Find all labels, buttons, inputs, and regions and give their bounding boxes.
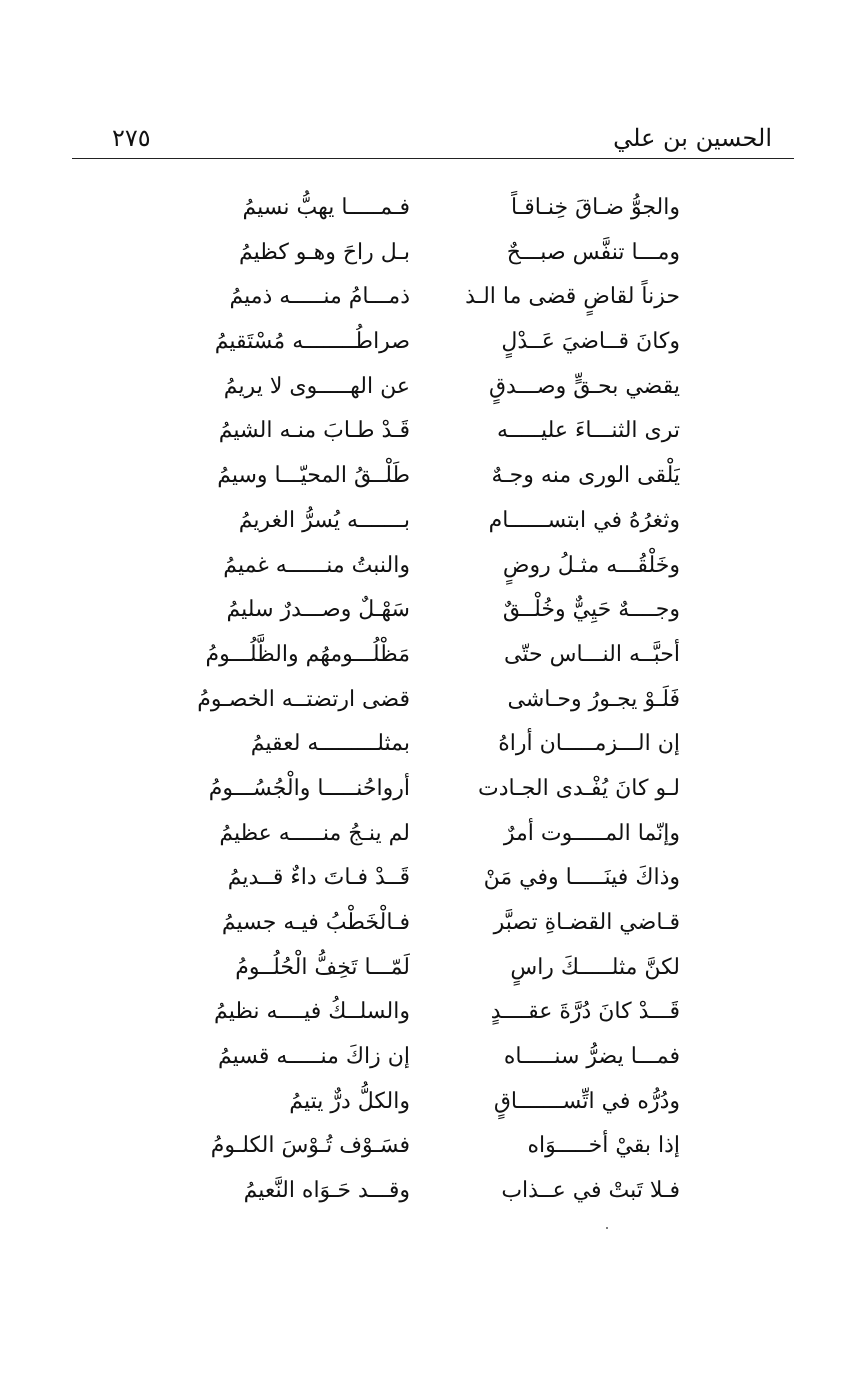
- verse: [180, 1080, 680, 1125]
- verse: [180, 901, 680, 946]
- verse-first-hemistich: يقضي بحـقٍّ وصـــدقٍ: [488, 373, 680, 399]
- verse-first-hemistich: وكانَ قــاضيَ عَــدْلٍ: [501, 329, 680, 355]
- verse-first-hemistich: لكنَّ مثلـــــكَ راسٍ: [510, 954, 680, 980]
- verse-first-hemistich: فَلَـوْ يجـورُ وحـاشى: [507, 686, 680, 712]
- verse-second-hemistich: إن زاكَ منـــــه قسيمُ: [218, 1044, 410, 1070]
- verse-first-hemistich: والجوُّ ضـاقَ خِنـاقـاً: [511, 195, 680, 220]
- verse-first-hemistich: وجــــهٌ حَيِيٌّ وخُلْــقٌ: [502, 597, 680, 623]
- verse-first-hemistich: قَـــدْ كانَ دُرَّةَ عقــــدٍ: [490, 999, 680, 1025]
- running-header: [72, 118, 794, 158]
- verse: [180, 1124, 680, 1169]
- verse-second-hemistich: عن الهـــــوى لا يريمُ: [223, 373, 410, 399]
- verse: [180, 186, 680, 231]
- verse-second-hemistich: والنبتُ منــــــه غميمُ: [223, 552, 410, 578]
- verse-second-hemistich: أرواحُنـــــا والْجُسُـــومُ: [208, 775, 410, 801]
- verse-first-hemistich: فمـــا يضرُّ سنـــــاه: [503, 1044, 680, 1070]
- verse: [180, 990, 680, 1035]
- verse: [180, 231, 680, 276]
- header-rule: [72, 158, 794, 159]
- verse-second-hemistich: وقـــد حَـوَاه النَّعيمُ: [243, 1178, 410, 1204]
- verse: [180, 722, 680, 767]
- verse-first-hemistich: لـو كانَ يُفْـدى الجـادت: [478, 775, 680, 801]
- verse-second-hemistich: بمثلـــــــــه لعقيمُ: [250, 731, 410, 757]
- verse-second-hemistich: قَـدْ طـابَ منـه الشيمُ: [218, 418, 410, 444]
- verse-first-hemistich: ومـــا تنفَّس صبـــحٌ: [506, 239, 680, 265]
- verse-first-hemistich: أحبَّــه النـــاس حتّى: [504, 641, 680, 667]
- verse: [180, 454, 680, 499]
- verse-first-hemistich: إن الـــزمـــــان أراهُ: [498, 731, 680, 757]
- verse: [180, 678, 680, 723]
- verse-second-hemistich: طَلْــقُ المحيّـــا وسيمُ: [217, 463, 410, 489]
- verse-second-hemistich: صراطُــــــــه مُسْتَقيمُ: [214, 329, 410, 355]
- verse: [180, 275, 680, 320]
- stray-dot: [606, 1227, 608, 1229]
- verse: [180, 544, 680, 589]
- verse-second-hemistich: والسلــكُ فيــــه نظيمُ: [214, 999, 410, 1025]
- verse-first-hemistich: حزناً لقاضٍ قضى ما الـذ: [465, 284, 680, 310]
- verse: [180, 1169, 680, 1214]
- verse-second-hemistich: قضى ارتضتــه الخصـومُ: [197, 686, 410, 712]
- verse-first-hemistich: وثغرُهُ في ابتســــــام: [488, 507, 680, 533]
- verse: [180, 767, 680, 812]
- verse-first-hemistich: ترى الثنـــاءَ عليـــــه: [496, 418, 680, 444]
- verse-second-hemistich: بـــــــه يُسرُّ الغريمُ: [238, 507, 410, 533]
- verse-first-hemistich: فـلا تَبتْ في عــذاب: [501, 1178, 680, 1204]
- verse-first-hemistich: إذا بقيْ أخـــــوَاه: [527, 1133, 680, 1159]
- verse-first-hemistich: وخَلْقُـــه مثـلُ روضٍ: [502, 552, 680, 578]
- verse-second-hemistich: ذمـــامُ منـــــه ذميمُ: [229, 284, 410, 310]
- verse-second-hemistich: فـالْخَطْبُ فيـه جسيمُ: [221, 910, 410, 935]
- verse-second-hemistich: والكلُّ درٌّ يتيمُ: [289, 1088, 410, 1114]
- verse-second-hemistich: لَمّـــا تَخِفُّ الْحُلُــومُ: [235, 954, 410, 980]
- page-number: ٢٧٥: [112, 124, 151, 152]
- verse-second-hemistich: قَــدْ فـاتَ داءٌ قــديمُ: [227, 865, 410, 891]
- verse: [180, 1035, 680, 1080]
- verse: [180, 365, 680, 410]
- poem: [180, 186, 680, 1214]
- verse: [180, 812, 680, 857]
- verse: [180, 633, 680, 678]
- verse: [180, 409, 680, 454]
- verse-first-hemistich: يَلْقى الورى منه وجـهٌ: [491, 463, 680, 489]
- verse-second-hemistich: فسَـوْف تُـوْسَ الكلـومُ: [210, 1133, 410, 1159]
- verse: [180, 946, 680, 991]
- verse-second-hemistich: مَظْلُـــومهُم والظَّلُـــومُ: [205, 641, 410, 667]
- header-title: الحسين بن علي: [613, 124, 772, 152]
- verse-second-hemistich: لم ينـجُ منـــــه عظيمُ: [219, 820, 410, 846]
- verse: [180, 856, 680, 901]
- verse-second-hemistich: سَهْـلٌ وصـــدرٌ سليمُ: [226, 597, 410, 623]
- verse-first-hemistich: وذاكَ فينَـــــا وفي مَنْ: [483, 865, 680, 891]
- verse: [180, 588, 680, 633]
- verse-first-hemistich: وإنّما المـــــوت أمرٌ: [503, 820, 680, 846]
- verse: [180, 320, 680, 365]
- verse-second-hemistich: فـمـــــا يهبُّ نسيمُ: [242, 195, 410, 220]
- verse-first-hemistich: ودُرُّه في اتِّســـــــاقٍ: [493, 1088, 680, 1114]
- verse-first-hemistich: قـاضي القضـاةِ تصبَّر: [493, 910, 680, 935]
- verse: [180, 499, 680, 544]
- verse-second-hemistich: بـل راحَ وهـو كظيمُ: [239, 239, 410, 265]
